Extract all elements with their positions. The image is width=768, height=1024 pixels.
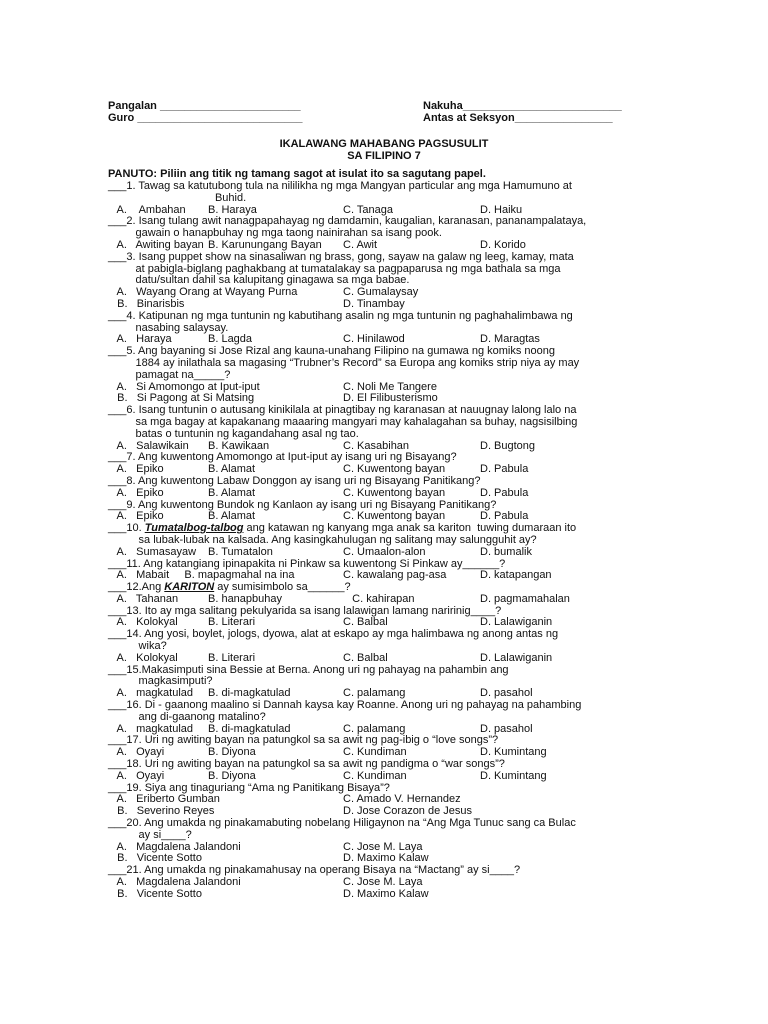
question-item — [108, 700, 668, 735]
answer-choice: D. Lalawiganin — [480, 616, 553, 629]
answer-choice: B. Literari — [208, 651, 256, 664]
teacher-field-label: Guro ___________________________ — [108, 112, 303, 124]
question-text: ___19. Siya ang tinaguriang “Ama ng Panitikang Bisaya”? — [108, 781, 390, 794]
question-item — [108, 252, 668, 311]
question-item — [108, 216, 668, 251]
question-continuation: 1884 ay inilathala sa magasing “Trubner’s Record” sa Europa ang komiks strip niya ay may — [108, 356, 580, 369]
question-text: ___17. Uri ng awiting bayan na patungkol sa sa awit ng pag-ibig o “love songs”? — [108, 734, 499, 747]
answer-choice: A. Eriberto Gumban — [108, 793, 220, 806]
answer-choice: C. Amado V. Hernandez — [343, 793, 461, 806]
answer-choice: C. Kasabihan — [343, 439, 410, 452]
question-text: ___18. Uri ng awiting bayan na patungkol sa sa awit ng pandigma o “war songs”? — [108, 758, 505, 771]
answer-choice: C. Kuwentong bayan — [343, 463, 446, 476]
choice-row — [108, 488, 668, 500]
choice-row — [108, 464, 668, 476]
question-continuation: sa lubak-lubak na kalsada. Ang kasingkahulugan ng salitang may salungguhit ay? — [108, 533, 537, 546]
question-continuation: batas o tuntunin ng kagandahang asal ng tao. — [108, 427, 359, 440]
answer-choice: A. Epiko — [108, 486, 164, 499]
question-text: ___2. Isang tulang awit nanagpapahayag ng damdamin, kaugalian, karanasan, pananampalataya, — [108, 215, 587, 228]
answer-choice: A. Sumasayaw — [108, 545, 197, 558]
question-continuation: wika? — [108, 640, 167, 653]
answer-choice: D. Tinambay — [343, 297, 405, 310]
instructions: PANUTO: Piliin ang titik ng tamang sagot at isulat ito sa sagutang papel. — [108, 168, 486, 180]
choice-row — [108, 441, 668, 453]
answer-choice: A. Ambahan — [108, 203, 186, 216]
answer-choice: B. Alamat — [208, 486, 256, 499]
answer-choice: C. kawalang pag-asa — [343, 569, 447, 582]
question-item — [108, 476, 668, 500]
question-item — [108, 346, 668, 405]
question-text: ___8. Ang kuwentong Labaw Donggon ay isang uri ng Bisayang Panitikang? — [108, 474, 481, 487]
answer-choice: A. Si Amomongo at Iput-iput — [108, 380, 260, 393]
answer-choice: C. Balbal — [343, 616, 388, 629]
choice-row — [108, 688, 668, 700]
question-continuation: ay si____? — [108, 828, 192, 841]
question-text: ___12.Ang — [108, 581, 165, 594]
answer-choice: D. Pabula — [480, 510, 529, 523]
answer-choice: A. magkatulad — [108, 687, 193, 700]
answer-choice: B. Binarisbis — [108, 297, 185, 310]
exam-title: IKALAWANG MAHABANG PAGSUSULIT — [279, 138, 489, 150]
answer-choice: D. Maragtas — [480, 333, 540, 346]
answer-choice: A. Wayang Orang at Wayang Purna — [108, 286, 298, 299]
question-text: ___11. Ang katangiang ipinapakita ni Pinkaw sa kuwentong Si Pinkaw ay______? — [108, 557, 506, 570]
question-continuation: nasabing salaysay. — [108, 321, 229, 334]
answer-choice: D. Maximo Kalaw — [343, 852, 429, 865]
answer-choice: A. Epiko — [108, 463, 164, 476]
question-item — [108, 865, 668, 900]
question-text: ___7. Ang kuwentong Amomongo at Iput-iput ay isang uri ng Bisayang? — [108, 451, 457, 464]
question-item — [108, 452, 668, 476]
answer-choice: C. Noli Me Tangere — [343, 380, 437, 393]
answer-choice: D. Kumintang — [480, 769, 547, 782]
answer-choice: A. Awiting bayan — [108, 238, 204, 251]
choice-row — [108, 511, 668, 523]
answer-choice: C. Tanaga — [343, 203, 393, 216]
choice-row — [108, 617, 668, 629]
question-continuation: gawain o hanapbuhay ng mga taong nainirahan sa isang pook. — [108, 227, 442, 240]
question-text-rest: ang katawan ng kanyang mga anak sa kariton tuwing dumaraan ito — [243, 522, 577, 535]
question-stem — [108, 818, 668, 830]
answer-choice: C. Jose M. Laya — [343, 876, 423, 889]
answer-choice: C. Jose M. Laya — [343, 840, 423, 853]
question-text: ___9. Ang kuwentong Bundok ng Kanlaon ay isang uri ng Bisayang Panitikang? — [108, 498, 497, 511]
answer-choice: D. Korido — [480, 238, 526, 251]
question-item — [108, 559, 668, 583]
answer-choice: D. pasahol — [480, 722, 533, 735]
answer-choice: D. pagmamahalan — [480, 592, 570, 605]
emphasized-word: KARITON — [164, 581, 215, 594]
question-item — [108, 311, 668, 346]
answer-choice: D. Maximo Kalaw — [343, 887, 429, 900]
choice-row — [108, 724, 668, 736]
choice-row — [108, 653, 668, 665]
answer-choice: B. Literari — [208, 616, 256, 629]
question-continuation: pamagat na_____? — [108, 368, 231, 381]
question-stem — [108, 629, 668, 641]
question-text: ___16. Di - gaanong maalino si Dannah kaysa kay Roanne. Anong uri ng pahayag na pahambing — [108, 699, 582, 712]
question-continuation: at pabigla-biglang paghakbang at tumatalakay sa pagpaparusa ng mga bathala sa mga — [108, 262, 561, 275]
answer-choice: B. Alamat — [208, 463, 256, 476]
question-item — [108, 818, 668, 865]
answer-choice: D. Jose Corazon de Jesus — [343, 805, 473, 818]
question-text: ___10. — [108, 522, 145, 535]
answer-choice: C. Kuwentong bayan — [343, 510, 446, 523]
question-text: ___15.Makasimputi sina Bessie at Berna. Anong uri ng pahayag na pahambin ang — [108, 663, 509, 676]
answer-choice: B. hanapbuhay — [208, 592, 283, 605]
answer-choice: A. Tahanan — [108, 592, 179, 605]
answer-choice: D. Lalawiganin — [480, 651, 553, 664]
answer-choice: B. Lagda — [208, 333, 253, 346]
answer-choice: C. Kundiman — [343, 769, 407, 782]
choice-row — [108, 747, 668, 759]
answer-choice: A. Magdalena Jalandoni — [108, 840, 241, 853]
question-list — [108, 181, 668, 901]
answer-choice: B. Alamat — [208, 510, 256, 523]
question-text: ___5. Ang bayaning si Jose Rizal ang kauna-unahang Filipino na gumawa ng komiks noong — [108, 345, 556, 358]
question-continuation: Buhid. — [108, 191, 247, 204]
question-text: ___1. Tawag sa katutubong tula na nililikha ng mga Mangyan particular ang mga Hamumuno at — [108, 180, 572, 192]
answer-choice: D. Pabula — [480, 463, 529, 476]
choice-row — [108, 853, 668, 865]
answer-choice: B. Kawikaan — [208, 439, 270, 452]
question-item — [108, 759, 668, 783]
question-text: ___13. Ito ay mga salitang pekulyarida sa isang lalawigan lamang naririnig____? — [108, 604, 502, 617]
answer-choice: B. di-magkatulad — [208, 722, 291, 735]
answer-choice: C. Umaalon-alon — [343, 545, 426, 558]
answer-choice: B. Si Pagong at Si Matsing — [108, 392, 255, 405]
question-item — [108, 181, 668, 216]
choice-row — [108, 771, 668, 783]
answer-choice: B. Vicente Sotto — [108, 852, 202, 865]
question-item — [108, 665, 668, 700]
answer-choice: D. pasahol — [480, 687, 533, 700]
choice-row — [108, 570, 668, 582]
answer-choice: A. Oyayi — [108, 746, 165, 759]
section-field-label: Antas at Seksyon________________ — [423, 112, 613, 124]
answer-choice: B. Diyona — [208, 746, 256, 759]
answer-choice: A. Oyayi — [108, 769, 165, 782]
choice-row — [108, 889, 668, 901]
question-stem — [108, 252, 668, 264]
answer-choice: C. Gumalaysay — [343, 286, 419, 299]
answer-choice: C. Kuwentong bayan — [343, 486, 446, 499]
question-stem — [108, 476, 668, 488]
answer-choice: C. kahirapan — [343, 592, 415, 605]
question-continuation: magkasimputi? — [108, 675, 213, 688]
choice-row — [108, 240, 668, 252]
answer-choice: A. Salawikain — [108, 439, 189, 452]
answer-choice: B. Haraya — [208, 203, 257, 216]
question-continuation: datu/sultan dahil sa kalupitang ginagawa sa mga babae. — [108, 274, 410, 287]
answer-choice: C. Kundiman — [343, 746, 407, 759]
answer-choice: B. Severino Reyes — [108, 805, 215, 818]
answer-choice: A. Epiko — [108, 510, 164, 523]
answer-choice: B. Vicente Sotto — [108, 887, 202, 900]
question-continuation: ang di-gaanong matalino? — [108, 710, 266, 723]
answer-choice: A. magkatulad — [108, 722, 193, 735]
answer-choice: C. Balbal — [343, 651, 388, 664]
answer-choice: A. Kolokyal — [108, 651, 178, 664]
choice-row — [108, 594, 668, 606]
question-text: ___6. Isang tuntunin o autusang kinikilala at pinagtibay ng karanasan at nauugnay lalong lalo na — [108, 404, 577, 417]
question-item — [108, 629, 668, 664]
answer-choice: A. Kolokyal — [108, 616, 178, 629]
choice-row — [108, 547, 668, 559]
choice-row — [108, 299, 668, 311]
answer-choice: D. katapangan — [480, 569, 552, 582]
answer-choice: C. Awit — [343, 238, 378, 251]
exam-subtitle: SA FILIPINO 7 — [347, 150, 421, 162]
question-item — [108, 783, 668, 818]
question-item — [108, 735, 668, 759]
question-item — [108, 582, 668, 606]
answer-choice: A. Haraya — [108, 333, 172, 346]
question-stem — [108, 606, 668, 618]
answer-choice: C. Hinilawod — [343, 333, 405, 346]
question-text: ___4. Katipunan ng mga tuntunin ng kabutihang asalin ng mga tuntunin ng paghahalimbawa ng — [108, 309, 573, 322]
answer-choice: B. Tumatalon — [208, 545, 273, 558]
answer-choice: A. Mabait B. mapagmahal na ina — [108, 569, 295, 582]
score-field-label: Nakuha__________________________ — [423, 100, 622, 112]
answer-choice: C. palamang — [343, 687, 406, 700]
question-item — [108, 523, 668, 558]
choice-row — [108, 205, 668, 217]
answer-choice: B. Diyona — [208, 769, 256, 782]
question-item — [108, 500, 668, 524]
question-item — [108, 606, 668, 630]
answer-choice: D. El Filibusterismo — [343, 392, 438, 405]
name-field-label: Pangalan _______________________ — [108, 100, 301, 112]
question-text: ___20. Ang umakda ng pinakamabuting nobelang Hiligaynon na “Ang Mga Tunuc sang ca Bulac — [108, 817, 576, 830]
choice-row — [108, 806, 668, 818]
question-stem — [108, 311, 668, 323]
answer-choice: B. Karunungang Bayan — [208, 238, 322, 251]
answer-choice: D. bumalik — [480, 545, 532, 558]
answer-choice: B. di-magkatulad — [208, 687, 291, 700]
question-text: ___3. Isang puppet show na sinasaliwan ng brass, gong, sayaw na galaw ng leeg, kamay, mata — [108, 250, 574, 263]
question-continuation: sa mga bagay at kapakanang maaaring mangyari may kahalagahan sa buhay, nagsisilbing — [108, 415, 578, 428]
answer-choice: D. Kumintang — [480, 746, 547, 759]
answer-choice: A. Magdalena Jalandoni — [108, 876, 241, 889]
answer-choice: D. Pabula — [480, 486, 529, 499]
choice-row — [108, 334, 668, 346]
question-item — [108, 405, 668, 452]
question-text-rest: ay sumisimbolo sa______? — [214, 581, 351, 594]
answer-choice: D. Haiku — [480, 203, 523, 216]
choice-row — [108, 393, 668, 405]
question-text: ___21. Ang umakda ng pinakamahusay na operang Bisaya na “Mactang” ay si____? — [108, 864, 521, 877]
answer-choice: C. palamang — [343, 722, 406, 735]
question-text: ___14. Ang yosi, boylet, jologs, dyowa, alat at eskapo ay mga halimbawa ng anong antas ng — [108, 628, 559, 641]
answer-choice: D. Bugtong — [480, 439, 536, 452]
emphasized-word: Tumatalbog-talbog — [144, 522, 244, 535]
